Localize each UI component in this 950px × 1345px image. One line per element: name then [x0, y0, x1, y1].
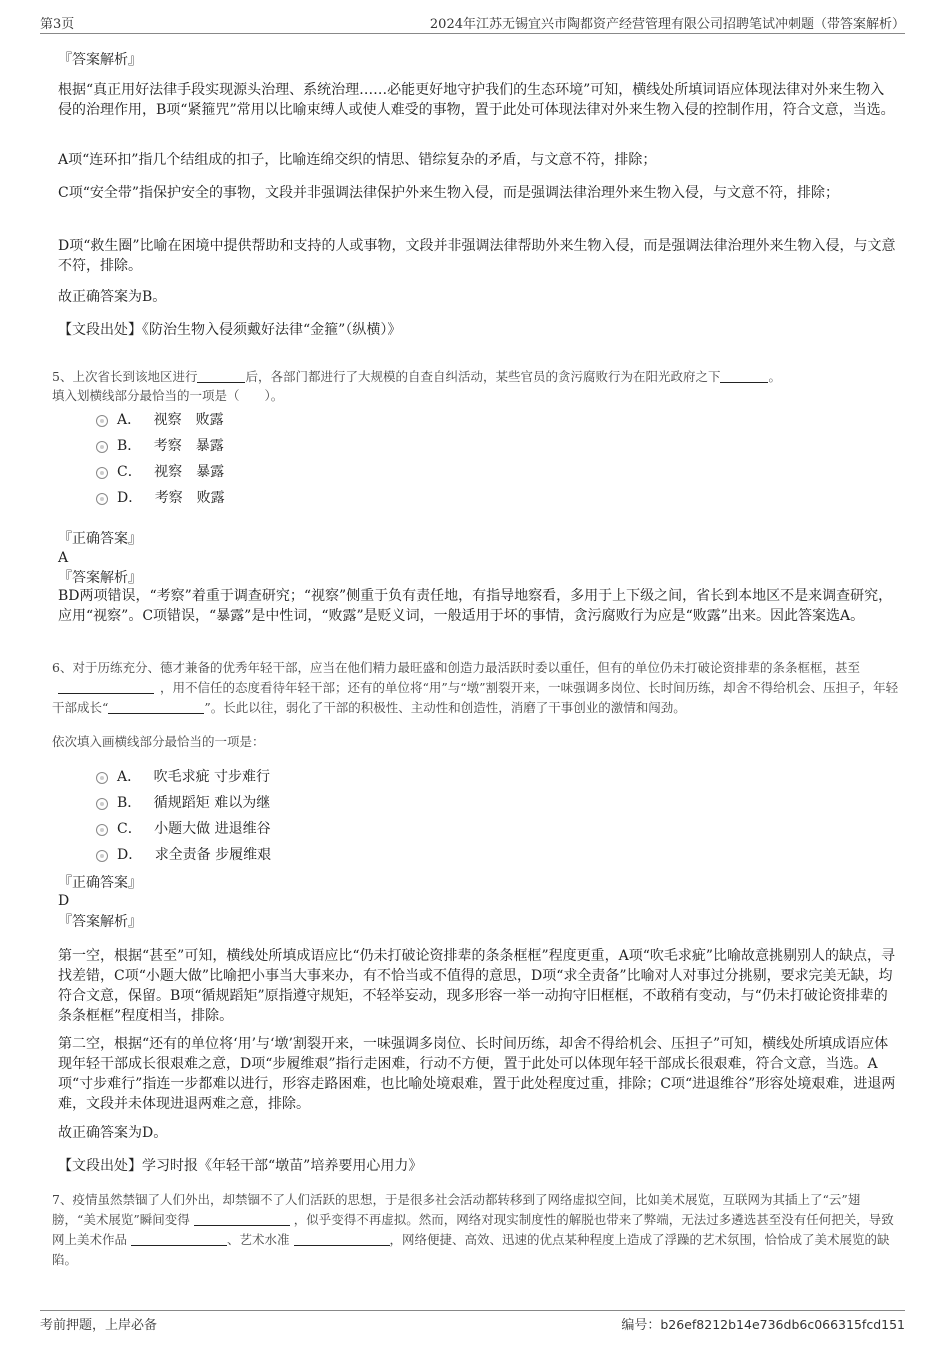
option-text: 吹毛求疵 寸步难行	[153, 769, 271, 785]
q6-answer-label: 『正确答案』	[58, 875, 142, 891]
q7-stem-part1: 7、疫情虽然禁锢了人们外出，却禁锢不了人们活跃的思想，于是很多社会活动都转移到了网络虚拟空间，比如美术展览，互联网为其插上了“云”翅膀，“美术展览”瞬间变得	[52, 1192, 861, 1227]
option-letter: A．	[117, 412, 142, 428]
q5-answer: A	[58, 550, 69, 566]
q5-analysis: BD两项错误，“考察”着重于调查研究；“视察”侧重于负有责任地，有指导地察看，多用于上下级之间，省长到本地区不是来调查研究，应用“视察”。C项错误，“暴露”是中性词，“败露”是贬义词，一般适用于坏的事情，贪污腐败行为应是“败露”出来。因此答案选A。	[58, 588, 893, 624]
option-letter: A．	[117, 769, 142, 785]
option-text: 考察 暴露	[153, 438, 224, 454]
q7-stem	[52, 1190, 902, 1270]
q5-option-b[interactable]	[96, 436, 224, 456]
q6-source: 【文段出处】学习时报《年轻干部“墩苗”培养要用心用力》	[58, 1158, 423, 1174]
q6-answer: D	[58, 893, 70, 909]
footer-rule	[40, 1310, 905, 1311]
q5-stem-part1: 5、上次省长到该地区进行	[52, 369, 198, 384]
option-letter: D．	[117, 847, 143, 863]
q4-analysis-para2: A项“连环扣”指几个结组成的扣子，比喻连绵交织的情思、错综复杂的矛盾，与文意不符，排除；	[58, 152, 657, 168]
q5-option-c[interactable]	[96, 462, 224, 482]
option-text: 视察 败露	[153, 412, 224, 428]
q7-stem-part4: ，网络便捷、高效、迅速的优点某种程度上造成了浮躁的艺术氛围，恰恰成了美术展览的缺陷。	[52, 1232, 890, 1267]
q6-option-b[interactable]	[96, 793, 270, 813]
q7-blank-3	[294, 1231, 390, 1246]
q5-blank-2	[720, 368, 768, 383]
radio-icon[interactable]	[96, 772, 108, 784]
radio-icon[interactable]	[96, 441, 108, 453]
q5-stem-part2: 后，各部门都进行了大规模的自查自纠活动，某些官员的贪污腐败行为在阳光政府之下	[245, 369, 721, 384]
q7-blank-2	[131, 1231, 227, 1246]
q4-analysis-para4: D项“救生圈”比喻在困境中提供帮助和支持的人或事物，文段并非强调法律帮助外来生物入侵，而是强调法律治理外来生物入侵，与文意不符，排除。	[58, 238, 896, 274]
q4-conclusion: 故正确答案为B。	[58, 289, 167, 305]
q5-blank-1	[197, 368, 245, 383]
q5-option-a[interactable]	[96, 410, 224, 430]
option-text: 循规蹈矩 难以为继	[153, 795, 271, 811]
q5-instruction: 填入划横线部分最恰当的一项是（ ）。	[52, 388, 284, 403]
q6-instruction: 依次填入画横线部分最恰当的一项是：	[52, 734, 265, 749]
q6-option-a[interactable]	[96, 767, 270, 787]
q6-stem-part1: 6、对于历练充分、德才兼备的优秀年轻干部，应当在他们精力最旺盛和创造力最活跃时委以重任，但有的单位仍未打破论资排辈的条条框框，甚至	[52, 660, 860, 675]
footer-code-label: 编号：	[621, 1318, 661, 1333]
option-text: 考察 败露	[154, 490, 225, 506]
q6-option-d[interactable]	[96, 845, 271, 865]
radio-icon[interactable]	[96, 824, 108, 836]
option-text: 求全责备 步履维艰	[154, 847, 272, 863]
q5-stem	[52, 367, 902, 387]
q4-analysis-label: 『答案解析』	[58, 52, 142, 68]
option-letter: B．	[117, 795, 142, 811]
option-letter: B．	[117, 438, 142, 454]
q5-analysis-label: 『答案解析』	[58, 570, 142, 586]
q6-stem-part2: ，用不信任的态度看待年轻干部；还有的单位将“用”与“墩”割裂开来，一味强调多岗位、长时间历练，却舍不得给机会、压担子，年轻干部成长“	[52, 680, 899, 715]
option-letter: C．	[117, 821, 142, 837]
q4-analysis-para1: 根据“真正用好法律手段实现源头治理、系统治理……必能更好地守护我们的生态环境”可知，横线处所填词语应体现法律对外来生物入侵的治理作用，B项“紧箍咒”常用以比喻束缚人或使人难受的事物，置于此处可体现法律对外来生物入侵的控制作用，符合文意，当选。	[58, 82, 895, 118]
q6-blank-1	[58, 679, 154, 694]
radio-icon[interactable]	[96, 415, 108, 427]
page-number: 第3页	[40, 17, 75, 32]
footer-code-value: b26ef8212b14e736db6c066315fcd151	[660, 1317, 905, 1332]
option-text: 小题大做 进退维谷	[154, 821, 271, 837]
radio-icon[interactable]	[96, 798, 108, 810]
q6-blank-2	[108, 699, 204, 714]
q6-stem	[52, 658, 902, 718]
q6-conclusion: 故正确答案为D。	[58, 1125, 168, 1141]
radio-icon[interactable]	[96, 493, 108, 505]
radio-icon[interactable]	[96, 467, 108, 479]
option-letter: C．	[117, 464, 142, 480]
q6-option-c[interactable]	[96, 819, 271, 839]
q6-stem-part3: ”。长此以往，弱化了干部的积极性、主动性和创造性，消磨了干事创业的激情和闯劲。	[204, 700, 686, 715]
q6-analysis-para1: 第一空，根据“甚至”可知，横线处所填成语应比“仍未打破论资排辈的条条框框”程度更重，A项“吹毛求疵”比喻故意挑剔别人的缺点，寻找差错，C项“小题大做”比喻把小事当大事来办，有不恰当或不值得的意思，D项“求全责备”比喻对人对事过分挑剔，要求完美无缺，均符合文意，保留。B项“循规蹈矩”原指遵守规矩，不轻举妄动，现多形容一举一动拘守旧框框，不敢稍有变动，与“仍未打破论资排辈的条条框框”程度相当，排除。	[58, 948, 896, 1024]
q7-stem-part3: 、艺术水准	[227, 1232, 290, 1247]
q6-analysis-label: 『答案解析』	[58, 914, 142, 930]
q4-analysis-para3: C项“安全带”指保护安全的事物，文段并非强调法律保护外来生物入侵，而是强调法律治理外来生物入侵，与文意不符，排除；	[58, 185, 840, 201]
option-letter: D．	[117, 490, 143, 506]
q5-option-d[interactable]	[96, 488, 225, 508]
footer-slogan: 考前押题，上岸必备	[40, 1318, 158, 1333]
q5-answer-label: 『正确答案』	[58, 531, 142, 547]
option-text: 视察 暴露	[154, 464, 225, 480]
q7-stem-part2: ，似乎变得不再虚拟。然而，网络对现实制度性的解脱也带来了弊端，无法过多遴选甚至没有任何把关，导致网上美术作品	[52, 1212, 894, 1247]
footer-code	[621, 1314, 905, 1333]
q7-blank-1	[194, 1211, 290, 1226]
document-title: 2024年江苏无锡宜兴市陶都资产经营管理有限公司招聘笔试冲刺题（带答案解析）	[429, 17, 905, 32]
q5-stem-part3: 。	[768, 369, 781, 384]
q6-analysis-para2: 第二空，根据“还有的单位将‘用’与‘墩’割裂开来，一味强调多岗位、长时间历练，却舍不得给机会、压担子”可知，横线处所填成语应体现年轻干部成长很艰难之意，D项“步履维艰”指行走困难，行动不方便，置于此处可以体现年轻干部成长很艰难，符合文意，当选。A项“寸步难行”指连一步都难以进行，形容走路困难，也比喻处境艰难，置于此处程度过重，排除；C项“进退维谷”形容处境艰难，进退两难，文段并未体现进退两难之意，排除。	[58, 1036, 896, 1112]
q4-source: 【文段出处】《防治生物入侵须戴好法律“金箍”（纵横）》	[58, 322, 402, 338]
radio-icon[interactable]	[96, 850, 108, 862]
header-rule	[40, 33, 905, 34]
